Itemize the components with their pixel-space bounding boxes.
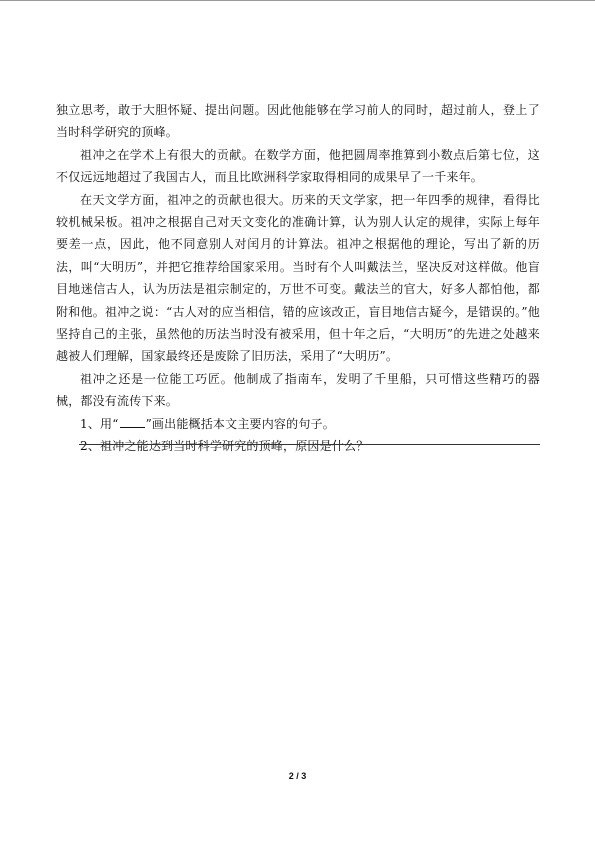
- underline-blank: [120, 416, 145, 428]
- page-number: 2 / 3: [288, 771, 307, 781]
- document-body: [56, 99, 540, 458]
- question-1-suffix: ”画出能概括本文主要内容的句子。: [145, 416, 335, 431]
- paragraph-mathematics: 祖冲之在学术上有很大的贡献。在数学方面，他把圆周率推算到小数点后第七位，这不仅远远地超过了我国古人，而且比欧洲科学家取得相同的成果早了一千来年。: [56, 147, 540, 185]
- question-1: [56, 413, 540, 435]
- top-border-rule: [0, 0, 595, 1]
- paragraph-astronomy: 在天文学方面，祖冲之的贡献也很大。历来的天文学家，把一年四季的规律，看得比较机械呆板。祖冲之根据自己对天文变化的准确计算，认为别人认定的规律，实际上每年要差一点，因此，他不同意别人对闰月的计算法。祖冲之根据他的理论，写出了新的历法，叫“大明历”，并把它推荐给国家采用。当时有个人叫戴法兰，坚决反对这样做。他盲目地迷信古人，认为历法是祖宗制定的，万世不可变。戴法兰的官大，好多人都怕他，都附和他。祖冲之说：“古人对的应当相信，错的应该改正，盲目地信古疑今，是错误的。”他坚持自己的主张，虽然他的历法当时没有被采用，但十年之后，“大明历”的先进之处越来越被人们理解，国家最终还是废除了旧历法，采用了“大明历”。: [56, 192, 540, 364]
- paragraph-independent-thinking: 独立思考，敢于大胆怀疑、提出问题。因此他能够在学习前人的同时，超过前人，登上了当时科学研究的顶峰。: [56, 103, 540, 140]
- question-2: 2、祖冲之能达到当时科学研究的顶峰，原因是什么？: [80, 439, 369, 454]
- paragraph-craftsman: 祖冲之还是一位能工巧匠。他制成了指南车，发明了千里船，只可惜这些精巧的器械，都没有流传下来。: [56, 371, 540, 409]
- answer-line[interactable]: [79, 444, 540, 445]
- question-1-prefix: 1、用“: [80, 416, 119, 431]
